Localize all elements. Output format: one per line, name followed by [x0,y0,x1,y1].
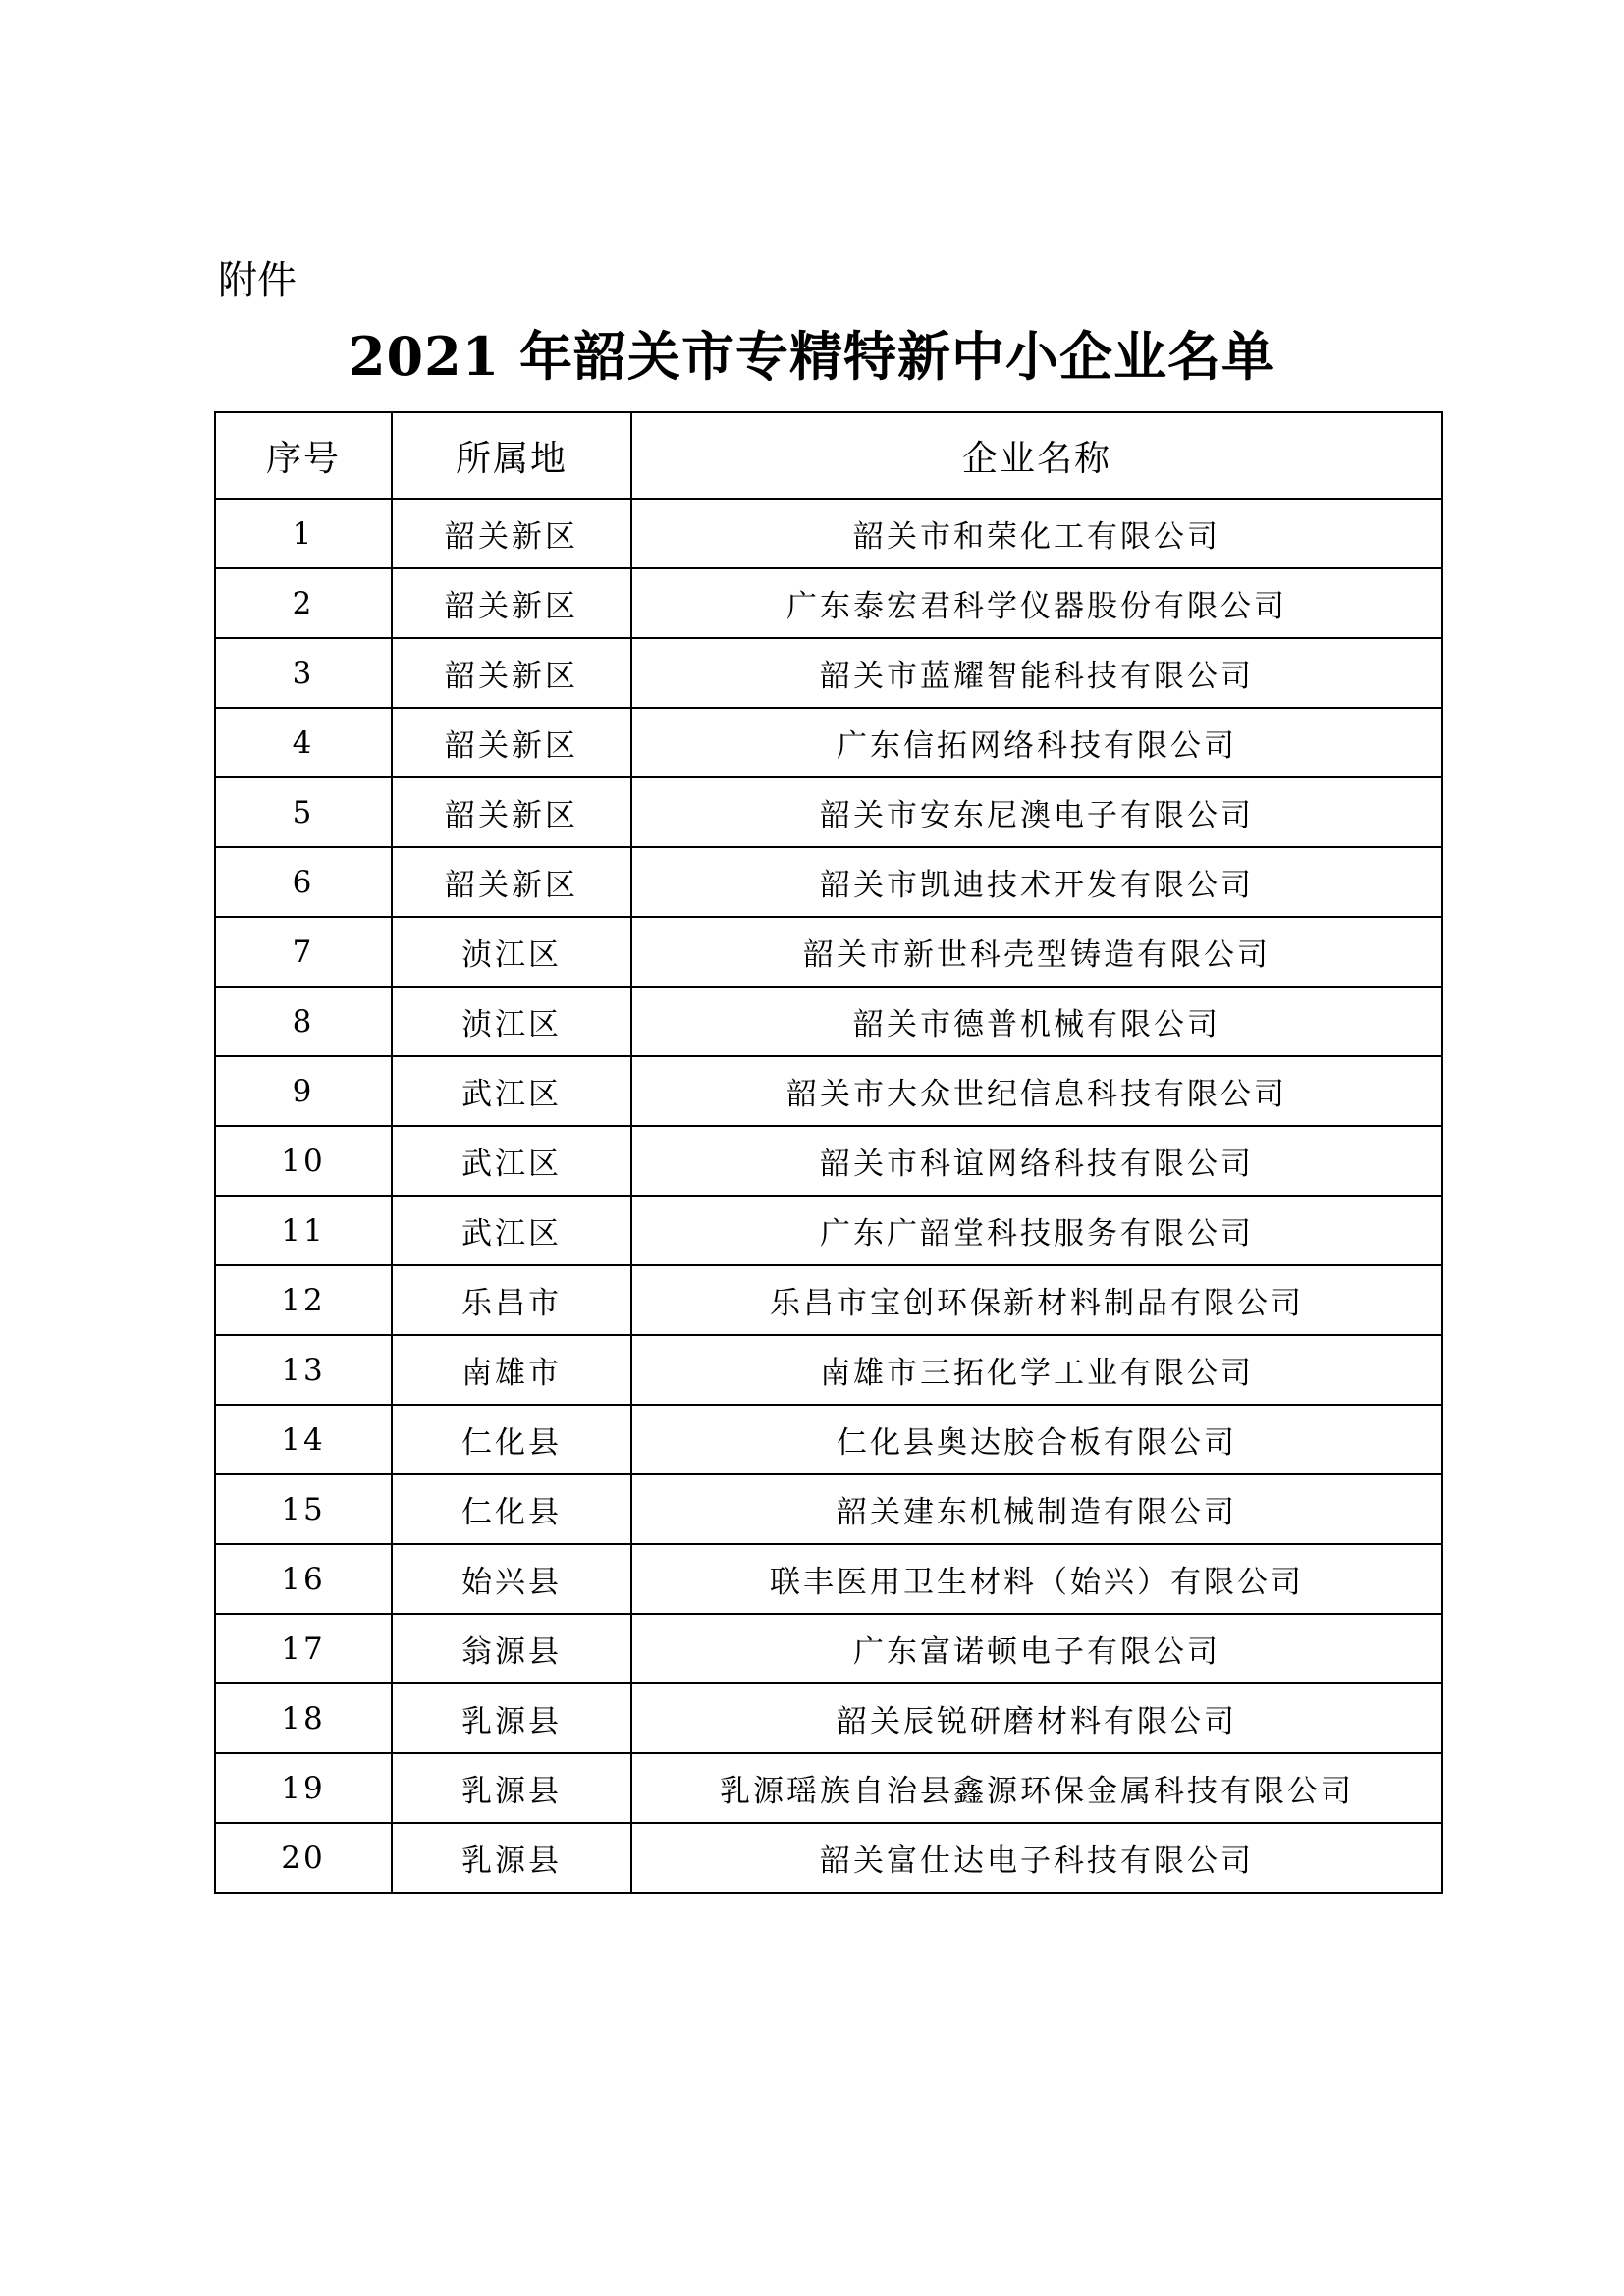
cell-enterprise-name: 韶关市安东尼澳电子有限公司 [631,777,1442,847]
cell-enterprise-name: 韶关辰锐研磨材料有限公司 [631,1683,1442,1753]
cell-region: 武江区 [392,1196,631,1265]
cell-seq: 4 [215,708,392,777]
cell-enterprise-name: 韶关建东机械制造有限公司 [631,1474,1442,1544]
table-body [215,499,1442,1893]
cell-region: 仁化县 [392,1405,631,1474]
table-row [215,568,1442,638]
cell-seq: 17 [215,1614,392,1683]
cell-seq: 10 [215,1126,392,1196]
cell-seq: 19 [215,1753,392,1823]
table-row [215,1126,1442,1196]
cell-enterprise-name: 韶关市蓝耀智能科技有限公司 [631,638,1442,708]
header-seq: 序号 [215,412,392,499]
cell-seq: 16 [215,1544,392,1614]
cell-region: 翁源县 [392,1614,631,1683]
cell-region: 始兴县 [392,1544,631,1614]
cell-seq: 18 [215,1683,392,1753]
cell-seq: 3 [215,638,392,708]
table-row [215,499,1442,568]
table-header-row [215,412,1442,499]
cell-region: 武江区 [392,1056,631,1126]
cell-enterprise-name: 韶关市大众世纪信息科技有限公司 [631,1056,1442,1126]
header-enterprise-name: 企业名称 [631,412,1442,499]
table-row [215,1474,1442,1544]
cell-region: 韶关新区 [392,777,631,847]
enterprise-table [214,411,1443,1894]
cell-region: 南雄市 [392,1335,631,1405]
cell-region: 韶关新区 [392,847,631,917]
cell-region: 乳源县 [392,1683,631,1753]
cell-seq: 12 [215,1265,392,1335]
cell-enterprise-name: 联丰医用卫生材料（始兴）有限公司 [631,1544,1442,1614]
cell-enterprise-name: 仁化县奥达胶合板有限公司 [631,1405,1442,1474]
table-row [215,1335,1442,1405]
cell-enterprise-name: 乳源瑶族自治县鑫源环保金属科技有限公司 [631,1753,1442,1823]
table-row [215,638,1442,708]
table-row [215,1196,1442,1265]
cell-seq: 15 [215,1474,392,1544]
cell-region: 韶关新区 [392,638,631,708]
cell-enterprise-name: 广东富诺顿电子有限公司 [631,1614,1442,1683]
table-row [215,1683,1442,1753]
cell-seq: 1 [215,499,392,568]
cell-seq: 2 [215,568,392,638]
cell-seq: 9 [215,1056,392,1126]
cell-enterprise-name: 广东泰宏君科学仪器股份有限公司 [631,568,1442,638]
cell-region: 浈江区 [392,917,631,987]
cell-region: 乐昌市 [392,1265,631,1335]
cell-region: 武江区 [392,1126,631,1196]
cell-region: 韶关新区 [392,568,631,638]
cell-enterprise-name: 韶关市凯迪技术开发有限公司 [631,847,1442,917]
cell-seq: 7 [215,917,392,987]
cell-seq: 5 [215,777,392,847]
attachment-label: 附件 [218,258,297,303]
cell-enterprise-name: 广东广韶堂科技服务有限公司 [631,1196,1442,1265]
page-title: 2021 年韶关市专精特新中小企业名单 [348,325,1276,388]
cell-seq: 14 [215,1405,392,1474]
table-row [215,847,1442,917]
cell-enterprise-name: 韶关富仕达电子科技有限公司 [631,1823,1442,1893]
table-row [215,1823,1442,1893]
table-row [215,1056,1442,1126]
cell-seq: 20 [215,1823,392,1893]
table-row [215,1265,1442,1335]
table-row [215,777,1442,847]
table-row [215,987,1442,1056]
cell-enterprise-name: 韶关市新世科壳型铸造有限公司 [631,917,1442,987]
cell-region: 乳源县 [392,1753,631,1823]
cell-region: 韶关新区 [392,499,631,568]
cell-enterprise-name: 韶关市科谊网络科技有限公司 [631,1126,1442,1196]
cell-seq: 8 [215,987,392,1056]
cell-region: 乳源县 [392,1823,631,1893]
cell-region: 浈江区 [392,987,631,1056]
table-row [215,1614,1442,1683]
table-row [215,1405,1442,1474]
table-row [215,708,1442,777]
cell-enterprise-name: 广东信拓网络科技有限公司 [631,708,1442,777]
header-region: 所属地 [392,412,631,499]
cell-enterprise-name: 乐昌市宝创环保新材料制品有限公司 [631,1265,1442,1335]
cell-region: 韶关新区 [392,708,631,777]
cell-seq: 13 [215,1335,392,1405]
cell-seq: 6 [215,847,392,917]
cell-enterprise-name: 南雄市三拓化学工业有限公司 [631,1335,1442,1405]
cell-enterprise-name: 韶关市和荣化工有限公司 [631,499,1442,568]
table-row [215,1544,1442,1614]
table-row [215,917,1442,987]
cell-enterprise-name: 韶关市德普机械有限公司 [631,987,1442,1056]
cell-seq: 11 [215,1196,392,1265]
table-row [215,1753,1442,1823]
cell-region: 仁化县 [392,1474,631,1544]
